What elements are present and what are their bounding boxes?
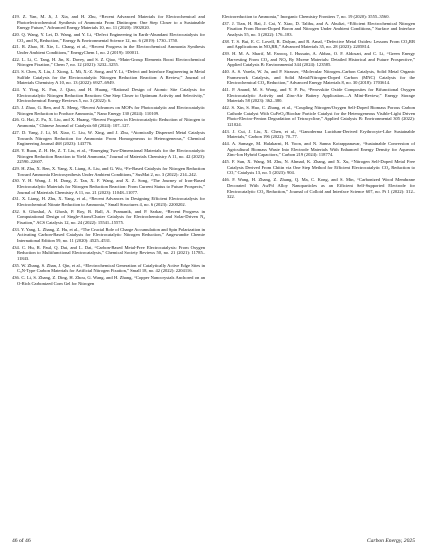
reference-entry: 444. A. Samage, M. Halakarni, H. Yoon, and N. Sanna Kotrappanavar, “Sustainable Conversion of Agricultural Biomass Waste Into Electrode Materials With Enhanced Energy Density for Aqueous Zinc-Ion Hybrid Capacitors,” Carbon 219 (2024): 118774. <box>222 141 415 158</box>
reference-entry: 427. D. Yang, J. Li, M. Xiao, C. Liu, W. Xing, and J. Zhu, “Atomically Dispersed Metal Catalysts Towards Nitrogen Reduction for Ammonia: From Homogeneous to Heterogeneous,” Chemical Engineering Journal 468 (2023): 143776. <box>12 129 205 147</box>
reference-entry: 428. Y. Ruan, Z. H. He, Z. T. Liu, et al., “Emerging Two-Dimensional Materials for the Electrocatalytic Nitrogen Reduction Reaction to Yield Ammonia,” Journal of Materials Chemistry A 11, no. 42 (2023): 22590–22607. <box>12 147 205 165</box>
reference-entry: 439. H. M. A. Sharif, M. Farooq, I. Hussain, A. Abbas, O. F. Aldosari, and C. Li, “Green Energy Harvesting From CO₂ and NOₓ By Mxene Materials: Detailed Historical and Future Prospective,” Applied Catalysis B: Environmental 344 (2024): 123585. <box>222 51 415 68</box>
reference-entry: 446. F. Wang, H. Zhang, Z. Zhang, Q. Ma, C. Kong, and S. Min, “Carbonized Wood Membrane Decorated With Au/Pd Alloy Nanoparticles as an Efficient Self-Supported Electrode for Electrocatalytic CO₂ Reduction,” Journal of Colloid and Interface Science 607, no. Pt 1 (2022): 312–322. <box>222 177 415 200</box>
reference-entry: 441. P. Anand, M. S. Wong, and Y. P. Fu, “Perovskite Oxide Composites for Bifunctional Oxygen Electrocatalytic Activity and Zinc-Air Battery Application—A Mini-Review,” Energy Storage Materials 58 (2023): 362–380. <box>222 87 415 104</box>
reference-entry: 429. H. Zhu, X. Ren, X. Yang, X. Liang, A. Liu, and G. Wu, “Fe-Based Catalysts for Nitrogen Reduction Toward Ammonia Electrosynthesis Under Ambient Conditions,” SusMat 2, no. 3 (2022): 214–242. <box>12 165 205 177</box>
reference-entry: 436. C. Li, S. Zhang, Z. Ding, H. Zhou, G. Wang, and H. Zhang, “Copper Nanocrystals Anchored on an O-Rich Carbonized Corn Gel for Nitrogen <box>12 275 205 286</box>
reference-entry: 437. J. Tian, H. Bai, J. Cai, Y. Xiao, D. Talibu, and A. Abulizi, “Efficient Electrochemical Nitrogen Fixation From Boron-Doped Boron and Nitrogen Under Ambient Conditions,” Surface and Interface Analysis 55, no. 3 (2022): 176–183. <box>222 20 415 38</box>
page-number: 46 of 46 <box>12 538 31 544</box>
reference-entry: 442. S. Xin, S. Huo, C. Zhang, et al., “Coupling Nitrogen/Oxygen Self-Doped Biomass Porous Carbon Cathode Catalyst With CuFeO₂/Biochar Particle Catalyst for the Heterogeneous Visible-Light Driven Photo-Electro-Fenton Degradation of Tetracycline,” Applied Catalysis B: Environmental 305 (2022): 121024. <box>222 105 415 128</box>
journal-name: Carbon Energy, 2025 <box>366 538 415 544</box>
page-footer <box>12 536 415 546</box>
reference-entry: 432. S. Ghoshal, A. Ghosh, P. Roy, B. Ball, A. Pramanik, and P. Sarkar, “Recent Progress in Computational Design of Single-Atom/Cluster Catalysts for Electrochemical and Solar-Driven N₂ Fixation,” ACS Catalysis 12, no. 24 (2022): 15541–15575. <box>12 208 205 225</box>
reference-entry: 424. Y. Ying, K. Fan, J. Qiao, and H. Huang, “Rational Design of Atomic Site Catalysts for Electrocatalytic Nitrogen Reduction Reaction: One Step Closer to Optimum Activity and Selectivity,” Electrochemical Energy Reviews 5, no. 3 (2022): 6. <box>12 87 205 104</box>
reference-entry: 420. Q. Wang, Y. Lei, D. Wang, and Y. Li, “Defect Engineering in Earth-Abundant Electrocatalysts for CO₂ and N₂ Reduction,” Energy & Environmental Science 12, no. 6 (2019): 1730–1750. <box>12 32 205 43</box>
reference-entry: 435. W. Zhang, S. Zhan, J. Qin, et al., “Electrochemical Generation of Catalytically Active Edge Sites in C₃N-Type Carbon Materials for Artificial Nitrogen Fixation,” Small 18, no. 42 (2022): 2204116. <box>12 262 205 274</box>
reference-entry: 433. Y. Yang, L. Zhang, Z. Hu, et al., “The Crucial Role of Charge Accumulation and Spin Polarization in Activating Carbon-Based Catalysts for Electrocatalytic Nitrogen Reduction,” Angewandte Chemie International Edition 59, no. 11 (2020): 4525–4531. <box>12 226 205 243</box>
reference-entry: 440. A. S. Varela, W. Ju, and P. Strasser, “Molecular Nitrogen–Carbon Catalysts, Solid Metal Organic Framework Catalysts, and Solid Metal/Nitrogen-Doped Carbon (MNC) Catalysts for the Electrochemical CO₂ Reduction,” Advanced Energy Materials 8, no. 30 (2018): 1703614. <box>222 69 415 86</box>
references-left-column <box>12 14 205 287</box>
reference-entry: 431. X. Liang, H. Zhu, X. Yang, et al., “Recent Advances in Designing Efficient Electrocatalysts for Electrochemical Nitrate Reduction to Ammonia,” Small Structures 4, no. 6 (2023): 2200202. <box>12 196 205 207</box>
reference-entry: 425. J. Zhao, G. Ren, and X. Meng, “Recent Advances on MOFs for Photocatalytic and Electrocatalytic Nitrogen Reduction to Produce Ammonia,” Nano Energy 130 (2024): 110109. <box>12 105 205 116</box>
reference-entry: 426. G. Hai, Z. Fu, X. Liu, and X. Huang, “Recent Progress in Electrocatalytic Reduction of Nitrogen to Ammonia,” Chinese Journal of Catalysis 60 (2024): 107–127. <box>12 117 205 129</box>
reference-entry: Electroreduction to Ammonia,” Inorganic Chemistry Frontiers 7, no. 19 (2020): 3555–3560. <box>222 14 390 19</box>
references-right-column <box>222 14 415 201</box>
reference-entry: 430. Y. H. Wang, J. H. Dong, Z. Tan, X. F. Wang, and X. Z. Song, “The Journey of Iron-Based Electrocatalytic Materials for Nitrogen Reduction Reaction: From Current Status to Future Prospects,” Journal of Materials Chemistry A 11, no. 21 (2023): 11048–11077. <box>12 178 205 195</box>
reference-entry: 423. S. Chen, X. Liu, J. Xiong, L. Mi, X.-Z. Song, and Y. Li, “Defect and Interface Engineering in Metal Sulfide Catalysts for the Electrocatalytic Nitrogen Reduction Reaction: A Review,” Journal of Materials Chemistry A 10, no. 13 (2022): 6927–6949. <box>12 69 205 86</box>
reference-entry: 445. F. Sun, X. Wang, M. Zhu, N. Ahmad, K. Zhang, and X. Xu, “Nitrogen Self-Doped Metal Free Catalysts Derived From Chitin via One Step Method for Efficient Electrocatalytic CO₂ Reduction to CO,” Catalysts 13, no. 5 (2023): 904. <box>222 159 415 176</box>
reference-entry: 443. J. Cui, J. Liu, X. Chen, et al., “Ganoderma Lucidum-Derived Erythrocyte-Like Sustainable Materials,” Carbon 196 (2022): 70–77. <box>222 128 415 140</box>
reference-entry: 434. C. Hu, R. Paul, Q. Dai, and L. Dai, “Carbon-Based Metal-Free Electrocatalysts: From Oxygen Reduction to Multifunctional Electrocatalysis,” Chemical Society Reviews 50, no. 21 (2021): 11785–11843. <box>12 244 205 261</box>
reference-entry: 422. L. Li, C. Tang, H. Jin, K. Davey, and S. Z. Qiao, “Main-Group Elements Boost Electrochemical Nitrogen Fixation,” Chem 7, no. 12 (2021): 3232–3255. <box>12 56 205 68</box>
reference-entry: 421. R. Zhao, H. Xie, L. Chang, et al., “Recent Progress in the Electrochemical Ammonia Synthesis Under Ambient Conditions,” EnergyChem 1, no. 2 (2019): 100011. <box>12 44 205 56</box>
reference-entry: 419. Z. Yan, M. Ji, J. Xia, and H. Zhu, “Recent Advanced Materials for Electrochemical and Photoelectrochemical Synthesis of Ammonia From Dinitrogen: One Step Closer to a Sustainable Energy Future,” Advanced Energy Materials 10, no. 11 (2020): 1902020. <box>12 14 205 31</box>
reference-entry: 438. T. S. Bui, E. C. Lovell, R. Dalyan, and R. Amal, “Defective Metal Oxides: Lessons From CO₂RR and Applications in NOₓRR,” Advanced Materials 35, no. 28 (2023): 2205814. <box>222 38 415 50</box>
